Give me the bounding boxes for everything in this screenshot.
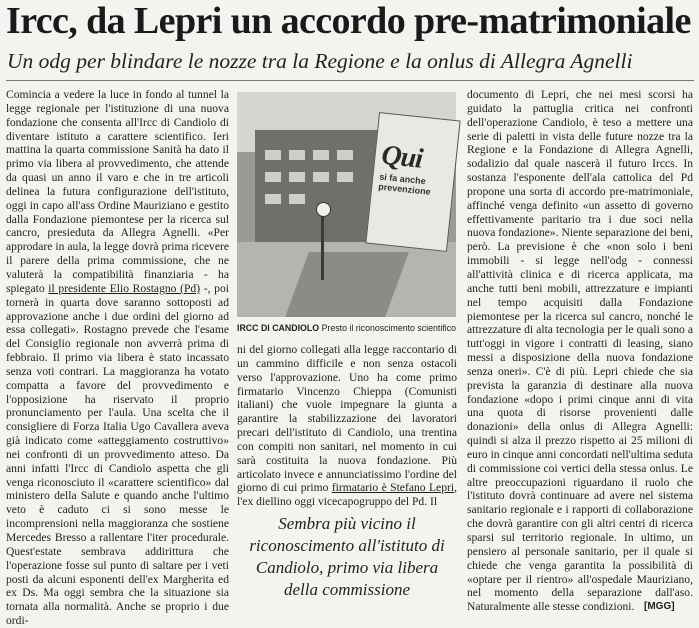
banner-subtext: si fa anche prevenzione: [377, 171, 432, 197]
photo-caption: [237, 323, 459, 333]
headline: Ircc, da Lepri un accordo pre-matrimoniale: [6, 0, 691, 42]
header-rule: [6, 80, 694, 81]
underlined-phrase: il presidente Elio Rostagno (Pd): [48, 281, 201, 295]
caption-label: IRCC DI CANDIOLO: [237, 323, 320, 333]
author-signature: [MGG]: [644, 601, 675, 612]
subheadline: Un odg per blindare le nozze tra la Regione e la onlus di Allegra Agnelli: [7, 49, 633, 73]
street-sign-pole: [321, 210, 324, 280]
banner: [365, 112, 460, 252]
column3-text: documento di Lepri, che nei mesi scorsi ha guidato la pattuglia critica nei confronti dell'operazione Candiolo, è teso a mettere una serie di paletti in vista delle future nozze tra la Regione e la Fondazione di Allegra Agnelli, sodalizio dal quale nascerà il futuro Irccs. In sostanza l'esponente dell'ala cattolica del Pd propone una sorta di accordo pre-matrimoniale, affinché venga definito «un assetto di governo effettivamente paritario tra i due soci nella nuova fondazione». Niente separazione dei beni, però. La previsione è che «non solo i beni immobili - si legge nell'odg - connessi all'attività clinica e di ricerca applicata, ma anche tutti beni mobili, attrezzature e impianti nel tempo acquisiti dalla Fondazione piemontese per la ricerca sul cancro, nonché le attrezzature di alta tecnologia per le quali sono a tutt'oggi in vigore i contratti di leasing, siano messi a disposizione della nuova fondazione senza oneri». C'è di più. Lepri chiede che sia prevista la garanzia di destinare alla nuova fondazione «dopo i primi cinque anni di vita una quota di risorse provenienti dalle donazioni» della onlus di Allegra Agnelli: quindi si alza il prezzo rispetto ai 25 milioni di euro in cinque anni concordati nell'ultima seduta di commissione coi vertici della stessa onlus. Le altre preoccupazioni riguardano il ruolo che l'istituto dovrà continuare ad avere nel sistema sanitario regionale e i rapporti di collaborazione che dovrà garantire con gli altri centri di ricerca sparsi sul territorio regionale. In ultimo, un pensiero al personale sanitario, per il quale si chiede che venga garantita la possibilità di «optare per il rientro» all'ospedale Mauriziano, nel momento della separazione dall'aso. Naturalmente alle stesse condizioni.: [467, 88, 693, 614]
article-column-2: [237, 343, 457, 509]
article-column-1: [6, 88, 229, 628]
caption-text: Presto il riconoscimento scientifico: [321, 323, 457, 333]
article-photo: [237, 92, 456, 317]
banner-text: Qui: [380, 139, 424, 175]
underlined-phrase: firmatario è Stefano Lepri: [331, 481, 455, 495]
pull-quote: Sembra più vicino il riconoscimento all'istituto di Candiolo, primo via libera della commissione: [249, 514, 445, 599]
column2-text: ni del giorno collegati alla legge raccontario di un cammino difficile e non senza ostacoli verso l'approvazione. Uno ha come primo firmatario Vincenzo Chieppa (Comunisti italiani) che vuole impegnare la giunta a garantire la stabilizzazione dei lavoratori precari dell'istituto di Candiolo, una trentina con compiti non sanitari, nel momento in cui sarà costituita la nuova fondazione. Più articolato invece e annunciatissimo l'ordine del giorno di cui primo firmatario è Stefano Lepri, l'ex diellino oggi vicecapogruppo del Pd. Il: [237, 343, 457, 509]
column1-text: Comincia a vedere la luce in fondo al tunnel la legge regionale per l'istituzione di una nuova fondazione che consenta all'Ircc di Candiolo di diventare istituto a carattere scientifico. Ieri mattina la quarta commissione Sanità ha dato il primo via libera al provvedimento, che attende da quasi un anno il varo e che in tre articoli delinea la futura configurazione dell'istituto, oggi in capo all'ass Ordine Mauriziano e gestito dalla Fondazione piemontese per la ricerca sul cancro, presieduta da Allegra Agnelli. «Per approdare in aula, la legge dovrà prima ricevere il parere della prima commissione, che ne valuterà la compatibilità finanziaria - ha spiegato il presidente Elio Rostagno (Pd) -, poi tornerà in quarta dove saranno sottoposti ad approvazione anche i due ordini del giorno ad essa collegati». Rostagno prevede che l'esame del Consiglio regionale non avverrà prima di febbraio. Il primo via libera è stato incassato senza voti contrari. La maggioranza ha votato compatta a favore del provvedimento e l'opposizione ha riservato il proprio pronunciamento per l'aula. Una scelta che il consigliere di Forza Italia Ugo Cavallera aveva già indicato come «atteggiamento costruttivo» nei confronti di un provvedimento atteso. Da anni infatti l'Ircc di Candiolo aspetta che gli venga riconosciuto il «carattere scientifico» dal ministero della Salute e quando anche l'ultimo veto è caduto ci si sono messe le incomprensioni nella maggioranza che sostiene Mercedes Bresso a rallentare l'iter procedurale. Quest'estate sembrava addirittura che l'operazione fosse sul punto di saltare per i veti posti da alcuni esponenti dell'ex Margherita ed ex Ds. Ma oggi sembra che la situazione sia tornata alla normalità. Anche se proprio i due ordi-: [6, 88, 229, 628]
street-sign-icon: [316, 202, 331, 217]
